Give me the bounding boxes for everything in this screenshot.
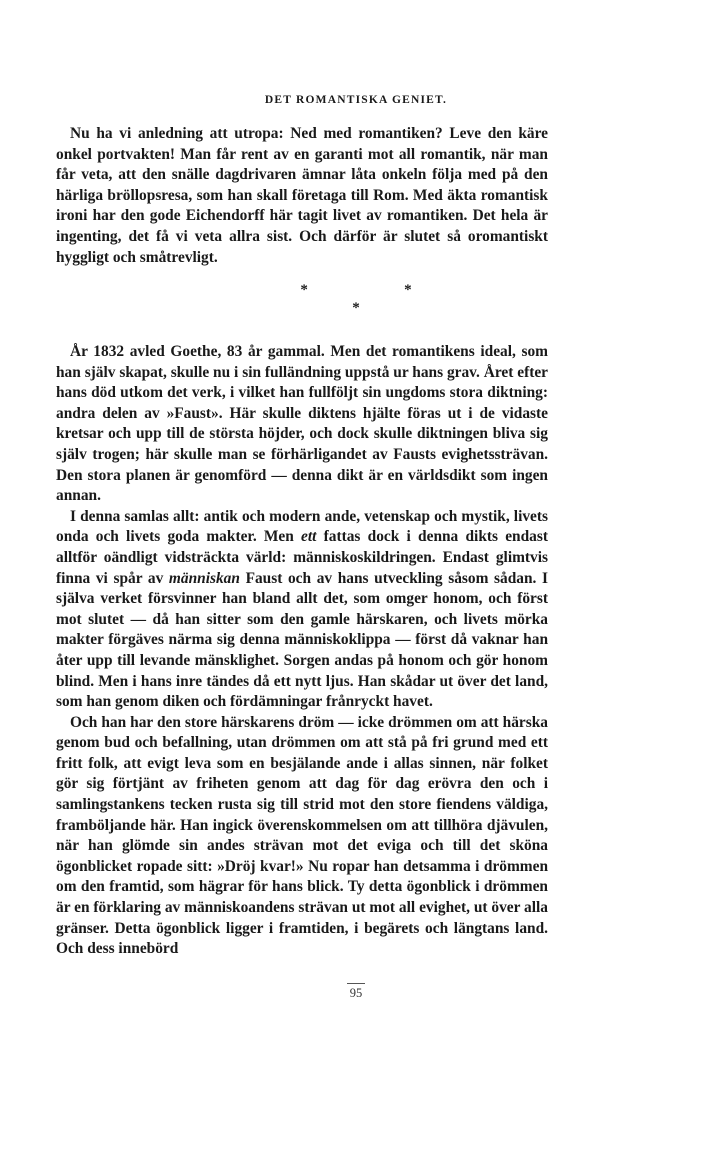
page-number-footer xyxy=(0,983,712,1001)
asterism-star-center: * xyxy=(352,300,360,316)
asterism-top-row xyxy=(0,282,712,299)
asterism-star-left: * xyxy=(300,282,308,298)
paragraph-1: Nu ha vi anledning att utropa: Ned med romantiken? Leve den käre onkel portvakten! Man får rent av en garanti mot all romantik, när man får veta, att den snälle dagdrivaren ämnar låta onkeln följa med på den härliga bröllopsresa, som han skall företaga till Rom. Med äkta romantisk ironi har den gode Eichendorff här tagit livet av romantiken. Det hela är ingenting, det få vi veta allra sist. Och därför är slutet så oromantiskt hyggligt och småtrevligt. xyxy=(56,125,548,266)
paragraph-3-part-2: fattas dock i denna dikts endast alltför oändligt vidsträckta värld: människoskildringen. Endast glimtvis finna vi spår av xyxy=(56,528,548,587)
paragraph-3 xyxy=(56,507,548,713)
asterism-bottom-row xyxy=(0,300,712,317)
paragraph-3-part-3: Faust och av hans utveckling såsom sådan. I själva verket försvinner han bland allt det, som omger honom, och först mot slutet — då han sitter som den gamle härskaren, och livets mörka makter förgäves närma sig denna människoklippa — först då vaknar han åter upp till levande mänsklighet. Sorgen andas på honom och gör honom blind. Men i hans inre tändes då ett nytt ljus. Han skådar ut över det land, som han genom diken och fördämningar frånryckt havet. xyxy=(56,569,548,711)
text-block-top xyxy=(56,124,548,268)
paragraph-4: Och han har den store härskarens dröm — icke drömmen om att härska genom bud och befallning, utan drömmen om att stå på fri grund med ett fritt folk, att evigt leva som en besjälande ande i allas sinnen, när folket gör sig förtjänt av friheten genom att dag för dag erövra den och i samlingstankens tecken rusta sig till strid mot den store fiendens väldiga, framböljande här. Han ingick överenskommelsen om att tillhöra djävulen, när han glömde sin andes strävan mot det eviga och till det sköna ögonblicket ropade sitt: »Dröj kvar!» Nu ropar han detsamma i drömmen om den framtid, som hägrar för hans blick. Ty detta ögonblick i drömmen är en förklaring av människoandens strävan ut mot all evighet, ut över alla gränser. Detta ögonblick ligger i framtiden, i begärets och längtans land. Och dess innebörd xyxy=(56,713,548,958)
paragraph-3-emphasis-2: människan xyxy=(168,569,240,587)
page-number-rule xyxy=(347,983,365,984)
text-block-main xyxy=(56,342,548,960)
running-head: DET ROMANTISKA GENIET. xyxy=(264,94,448,106)
paragraph-2: År 1832 avled Goethe, 83 år gammal. Men det romantikens ideal, som han själv skapat, skulle nu i sin fulländning uppstå ur hans grav. Året efter hans död utkom det verk, i vilket han fullföljt sin ungdoms stora diktning: andra delen av »Faust». Här skulle diktens hjälte föras ut i de vidaste kretsar och upp till de största höjder, och dock skulle diktningen bliva sig själv trogen; här skulle man se förhärligandet av Fausts evighetssträvan. Den stora planen är genomförd — denna dikt är en världsdikt som ingen annan. xyxy=(56,343,548,505)
page-number: 95 xyxy=(349,986,363,1000)
paragraph-3-emphasis-1: ett xyxy=(301,528,317,546)
paragraph-3-part-1: I denna samlas allt: antik och modern ande, vetenskap och mystik, livets onda och livets goda makter. Men xyxy=(56,507,548,546)
asterism-star-right: * xyxy=(404,282,412,298)
